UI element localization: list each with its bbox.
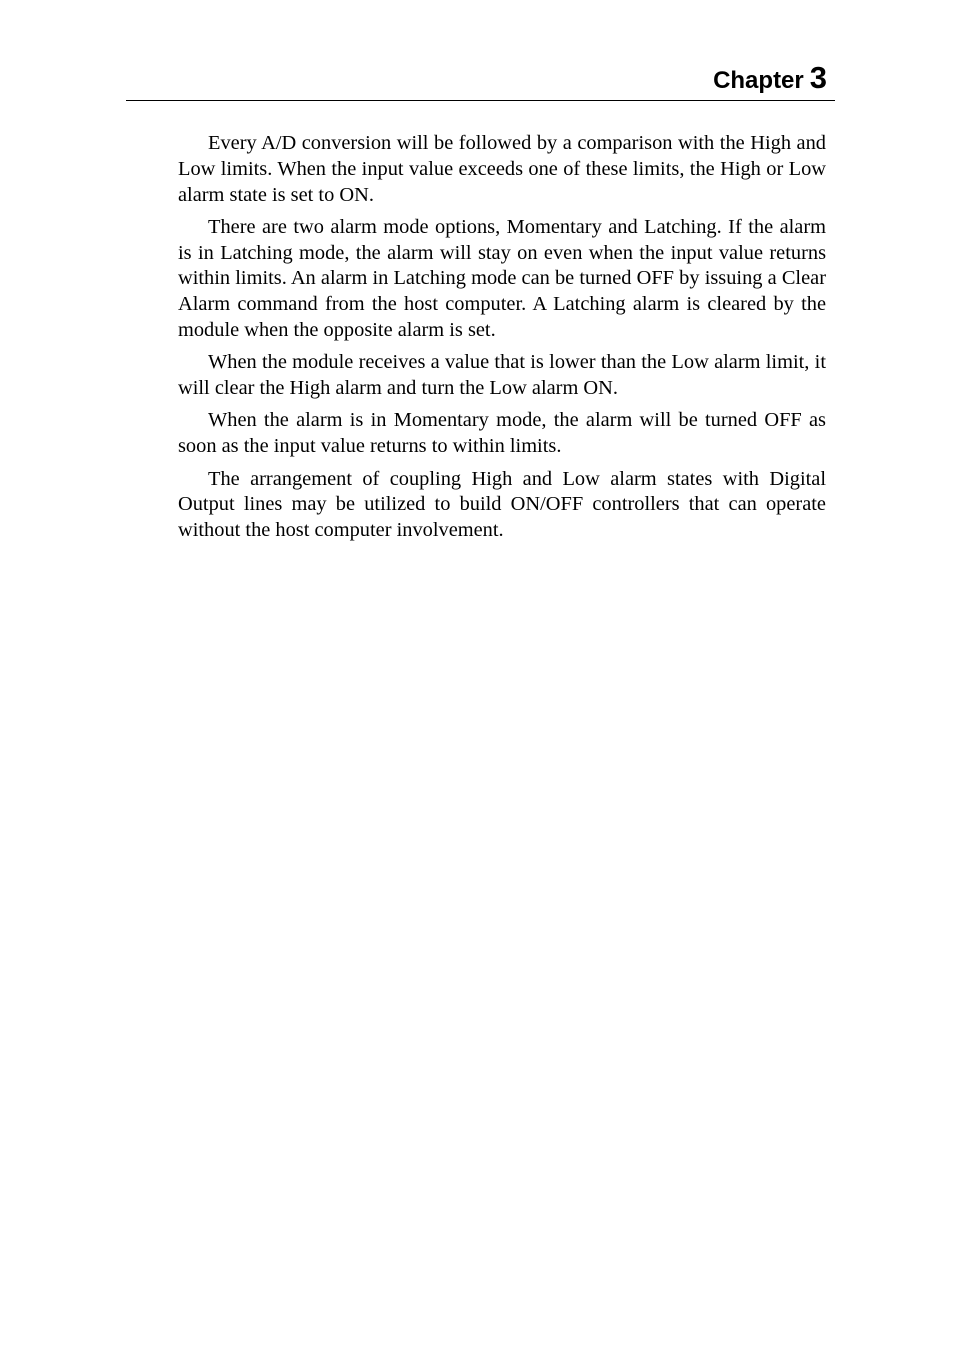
chapter-heading bbox=[713, 62, 827, 93]
page-header bbox=[126, 60, 835, 101]
paragraph-alarm-modes: There are two alarm mode options, Momentary and Latching. If the alarm is in Latching mode, the alarm will stay on even when the input value returns within limits. An alarm in Latching mode can be turned OFF by issuing a Clear Alarm command from the host computer. A Latching alarm is cleared by the module when the opposite alarm is set. bbox=[178, 215, 826, 342]
chapter-number: 3 bbox=[809, 60, 827, 95]
paragraph-digital-output: The arrangement of coupling High and Low alarm states with Digital Output lines may be utilized to build ON/OFF controllers that can operate without the host computer involvement. bbox=[178, 467, 826, 542]
paragraph-alarm-comparison: Every A/D conversion will be followed by a comparison with the High and Low limits. When the input value exceeds one of these limits, the High or Low alarm state is set to ON. bbox=[178, 132, 826, 206]
paragraph-low-alarm: When the module receives a value that is lower than the Low alarm limit, it will clear the High alarm and turn the Low alarm ON. bbox=[178, 351, 826, 400]
body-text bbox=[178, 131, 826, 550]
paragraph-momentary-mode: When the alarm is in Momentary mode, the alarm will be turned OFF as soon as the input value returns to within limits. bbox=[178, 409, 826, 458]
chapter-label: Chapter bbox=[713, 67, 804, 94]
